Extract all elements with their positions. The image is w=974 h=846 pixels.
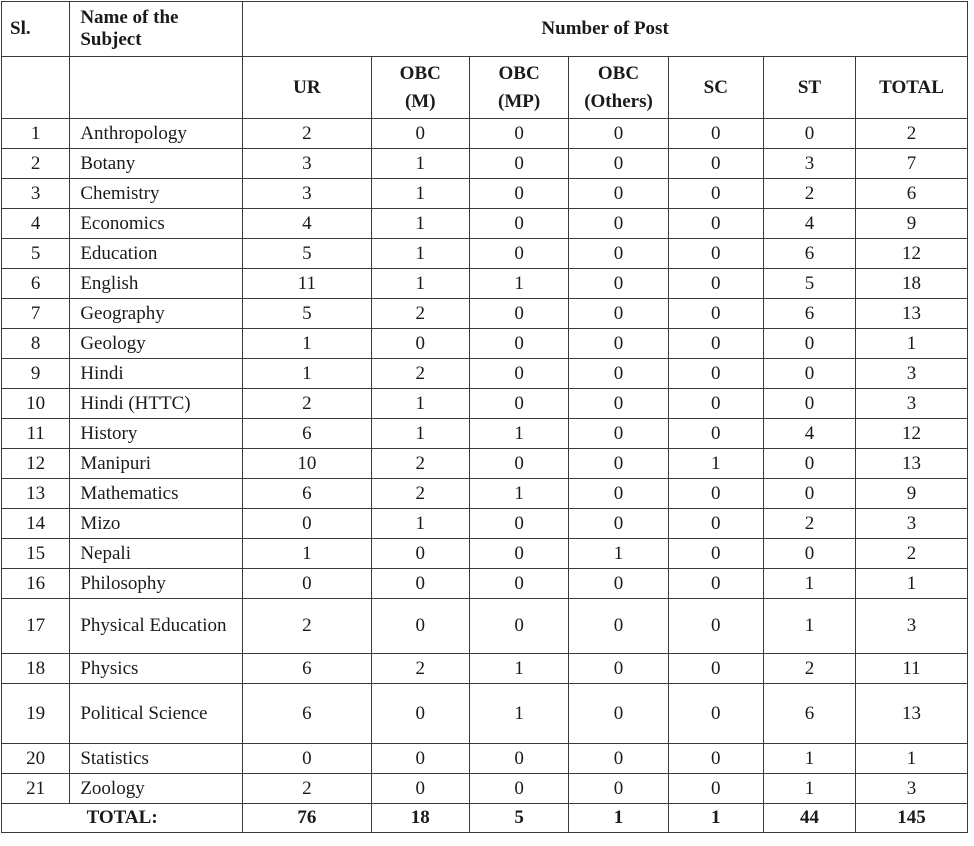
cell-obc-others: 0 — [569, 449, 668, 479]
cell-sc: 0 — [668, 209, 763, 239]
totals-sc: 1 — [668, 804, 763, 833]
cell-sc: 0 — [668, 239, 763, 269]
cell-obc-mp: 0 — [469, 209, 568, 239]
table-row — [2, 149, 968, 179]
cell-subject: History — [70, 419, 243, 449]
cell-sl: 21 — [2, 774, 70, 804]
cell-ur: 2 — [243, 389, 371, 419]
cell-obc-mp: 0 — [469, 359, 568, 389]
cell-obc-mp: 0 — [469, 509, 568, 539]
header-obc-mp-top: OBC — [498, 62, 540, 84]
cell-total: 9 — [856, 479, 968, 509]
table-row — [2, 654, 968, 684]
cell-obc-mp: 0 — [469, 389, 568, 419]
cell-sl: 20 — [2, 744, 70, 774]
cell-ur: 4 — [243, 209, 371, 239]
cell-sl: 9 — [2, 359, 70, 389]
table-row — [2, 269, 968, 299]
cell-subject: Political Science — [70, 684, 243, 744]
table-row — [2, 329, 968, 359]
header-name-of-subject: Name of the Subject — [70, 2, 243, 57]
header-obc-mp — [469, 57, 568, 119]
cell-obc-m: 0 — [371, 569, 469, 599]
header-total: TOTAL — [856, 57, 968, 119]
cell-ur: 1 — [243, 539, 371, 569]
totals-total: 145 — [856, 804, 968, 833]
table-row — [2, 509, 968, 539]
cell-obc-mp: 0 — [469, 569, 568, 599]
cell-subject: Geology — [70, 329, 243, 359]
cell-st: 0 — [763, 479, 855, 509]
table-row — [2, 569, 968, 599]
cell-sc: 0 — [668, 654, 763, 684]
cell-total: 18 — [856, 269, 968, 299]
table-row — [2, 684, 968, 744]
cell-obc-m: 0 — [371, 684, 469, 744]
cell-total: 2 — [856, 539, 968, 569]
cell-obc-others: 0 — [569, 509, 668, 539]
header-row-top — [2, 2, 968, 57]
cell-subject: Economics — [70, 209, 243, 239]
cell-total: 6 — [856, 179, 968, 209]
cell-st: 0 — [763, 389, 855, 419]
totals-obc-others: 1 — [569, 804, 668, 833]
header-sl-blank — [2, 57, 70, 119]
cell-obc-mp: 0 — [469, 539, 568, 569]
header-number-of-post: Number of Post — [243, 2, 968, 57]
cell-subject: Zoology — [70, 774, 243, 804]
cell-total: 1 — [856, 744, 968, 774]
cell-subject: Statistics — [70, 744, 243, 774]
cell-obc-others: 0 — [569, 774, 668, 804]
cell-subject: Chemistry — [70, 179, 243, 209]
cell-obc-others: 0 — [569, 599, 668, 654]
cell-obc-mp: 0 — [469, 119, 568, 149]
header-sl: Sl. — [2, 2, 70, 57]
cell-obc-others: 0 — [569, 419, 668, 449]
cell-ur: 6 — [243, 479, 371, 509]
cell-obc-m: 2 — [371, 479, 469, 509]
cell-sc: 0 — [668, 179, 763, 209]
cell-sl: 19 — [2, 684, 70, 744]
totals-obc-m: 18 — [371, 804, 469, 833]
totals-ur: 76 — [243, 804, 371, 833]
cell-ur: 5 — [243, 299, 371, 329]
cell-obc-mp: 0 — [469, 329, 568, 359]
cell-obc-others: 0 — [569, 389, 668, 419]
cell-sl: 13 — [2, 479, 70, 509]
header-st: ST — [763, 57, 855, 119]
cell-total: 7 — [856, 149, 968, 179]
cell-obc-mp: 1 — [469, 479, 568, 509]
cell-sl: 4 — [2, 209, 70, 239]
cell-st: 6 — [763, 684, 855, 744]
cell-obc-others: 0 — [569, 179, 668, 209]
cell-sl: 16 — [2, 569, 70, 599]
cell-obc-m: 2 — [371, 359, 469, 389]
cell-obc-mp: 1 — [469, 654, 568, 684]
cell-sc: 0 — [668, 684, 763, 744]
table-row — [2, 774, 968, 804]
cell-sl: 7 — [2, 299, 70, 329]
cell-ur: 6 — [243, 654, 371, 684]
header-obc-others-bot: (Others) — [584, 90, 653, 112]
table-row — [2, 359, 968, 389]
cell-st: 6 — [763, 239, 855, 269]
cell-st: 5 — [763, 269, 855, 299]
cell-obc-others: 1 — [569, 539, 668, 569]
post-distribution-table — [1, 1, 968, 833]
table-row — [2, 119, 968, 149]
cell-st: 0 — [763, 539, 855, 569]
cell-st: 1 — [763, 774, 855, 804]
cell-sc: 0 — [668, 599, 763, 654]
table-row — [2, 449, 968, 479]
cell-st: 0 — [763, 449, 855, 479]
cell-obc-mp: 0 — [469, 774, 568, 804]
cell-sl: 2 — [2, 149, 70, 179]
cell-obc-m: 2 — [371, 299, 469, 329]
cell-subject: Education — [70, 239, 243, 269]
header-obc-mp-bot: (MP) — [498, 90, 541, 112]
cell-ur: 1 — [243, 329, 371, 359]
cell-ur: 3 — [243, 149, 371, 179]
cell-ur: 11 — [243, 269, 371, 299]
cell-obc-others: 0 — [569, 269, 668, 299]
cell-sc: 0 — [668, 569, 763, 599]
cell-obc-m: 1 — [371, 389, 469, 419]
cell-obc-m: 2 — [371, 449, 469, 479]
cell-st: 6 — [763, 299, 855, 329]
cell-sc: 0 — [668, 539, 763, 569]
cell-total: 2 — [856, 119, 968, 149]
cell-sl: 12 — [2, 449, 70, 479]
cell-obc-mp: 0 — [469, 179, 568, 209]
cell-sl: 11 — [2, 419, 70, 449]
cell-ur: 2 — [243, 119, 371, 149]
cell-ur: 5 — [243, 239, 371, 269]
cell-obc-others: 0 — [569, 119, 668, 149]
cell-obc-others: 0 — [569, 654, 668, 684]
cell-obc-mp: 1 — [469, 419, 568, 449]
cell-sl: 5 — [2, 239, 70, 269]
cell-ur: 6 — [243, 419, 371, 449]
cell-subject: Geography — [70, 299, 243, 329]
cell-total: 1 — [856, 569, 968, 599]
table-row — [2, 419, 968, 449]
header-obc-others-top: OBC — [597, 62, 640, 84]
cell-obc-mp: 0 — [469, 449, 568, 479]
cell-total: 13 — [856, 449, 968, 479]
cell-ur: 3 — [243, 179, 371, 209]
totals-label: TOTAL: — [2, 804, 243, 833]
cell-obc-mp: 0 — [469, 149, 568, 179]
cell-ur: 10 — [243, 449, 371, 479]
cell-obc-m: 0 — [371, 119, 469, 149]
totals-row — [2, 804, 968, 833]
cell-sc: 0 — [668, 269, 763, 299]
cell-sc: 0 — [668, 509, 763, 539]
cell-total: 1 — [856, 329, 968, 359]
cell-obc-m: 0 — [371, 329, 469, 359]
cell-obc-others: 0 — [569, 744, 668, 774]
cell-obc-others: 0 — [569, 684, 668, 744]
cell-sl: 18 — [2, 654, 70, 684]
table-row — [2, 209, 968, 239]
cell-st: 2 — [763, 654, 855, 684]
cell-ur: 1 — [243, 359, 371, 389]
table-row — [2, 539, 968, 569]
cell-st: 0 — [763, 359, 855, 389]
cell-st: 0 — [763, 329, 855, 359]
cell-sc: 0 — [668, 744, 763, 774]
cell-st: 4 — [763, 209, 855, 239]
cell-total: 13 — [856, 299, 968, 329]
cell-sl: 14 — [2, 509, 70, 539]
cell-sl: 3 — [2, 179, 70, 209]
cell-obc-others: 0 — [569, 329, 668, 359]
header-obc-m-top: OBC — [399, 62, 441, 84]
cell-total: 13 — [856, 684, 968, 744]
cell-obc-m: 0 — [371, 774, 469, 804]
cell-total: 12 — [856, 239, 968, 269]
cell-sc: 0 — [668, 479, 763, 509]
cell-sc: 0 — [668, 389, 763, 419]
cell-obc-m: 0 — [371, 539, 469, 569]
cell-ur: 0 — [243, 744, 371, 774]
cell-subject: Physical Education — [70, 599, 243, 654]
cell-subject: Mizo — [70, 509, 243, 539]
cell-obc-m: 1 — [371, 179, 469, 209]
cell-obc-others: 0 — [569, 359, 668, 389]
cell-sl: 15 — [2, 539, 70, 569]
table-row — [2, 179, 968, 209]
cell-obc-others: 0 — [569, 479, 668, 509]
cell-subject: Mathematics — [70, 479, 243, 509]
cell-total: 3 — [856, 774, 968, 804]
cell-sc: 0 — [668, 119, 763, 149]
cell-obc-m: 0 — [371, 599, 469, 654]
header-ur: UR — [243, 57, 371, 119]
cell-sl: 8 — [2, 329, 70, 359]
cell-ur: 2 — [243, 774, 371, 804]
table-row — [2, 239, 968, 269]
cell-sl: 6 — [2, 269, 70, 299]
cell-sc: 0 — [668, 774, 763, 804]
table-row — [2, 599, 968, 654]
cell-subject: Physics — [70, 654, 243, 684]
cell-sl: 17 — [2, 599, 70, 654]
header-obc-m-bot: (M) — [404, 90, 436, 112]
cell-total: 3 — [856, 599, 968, 654]
cell-total: 12 — [856, 419, 968, 449]
cell-subject: Nepali — [70, 539, 243, 569]
cell-total: 3 — [856, 389, 968, 419]
cell-ur: 6 — [243, 684, 371, 744]
cell-total: 9 — [856, 209, 968, 239]
totals-st: 44 — [763, 804, 855, 833]
cell-obc-m: 1 — [371, 509, 469, 539]
header-sc: SC — [668, 57, 763, 119]
cell-sl: 10 — [2, 389, 70, 419]
table-row — [2, 479, 968, 509]
header-obc-m — [371, 57, 469, 119]
cell-obc-m: 0 — [371, 744, 469, 774]
cell-obc-others: 0 — [569, 299, 668, 329]
cell-obc-m: 1 — [371, 419, 469, 449]
cell-obc-m: 1 — [371, 269, 469, 299]
cell-obc-m: 1 — [371, 149, 469, 179]
cell-total: 3 — [856, 359, 968, 389]
cell-subject: Hindi — [70, 359, 243, 389]
cell-subject: Philosophy — [70, 569, 243, 599]
cell-obc-mp: 1 — [469, 269, 568, 299]
cell-ur: 0 — [243, 569, 371, 599]
cell-obc-mp: 0 — [469, 744, 568, 774]
header-row-columns — [2, 57, 968, 119]
cell-sc: 0 — [668, 299, 763, 329]
cell-sl: 1 — [2, 119, 70, 149]
cell-sc: 0 — [668, 419, 763, 449]
table-row — [2, 389, 968, 419]
header-subject-blank — [70, 57, 243, 119]
cell-subject: English — [70, 269, 243, 299]
cell-obc-others: 0 — [569, 239, 668, 269]
cell-st: 2 — [763, 179, 855, 209]
cell-obc-others: 0 — [569, 209, 668, 239]
table-row — [2, 299, 968, 329]
cell-obc-others: 0 — [569, 149, 668, 179]
cell-obc-m: 1 — [371, 239, 469, 269]
cell-obc-mp: 0 — [469, 299, 568, 329]
cell-st: 0 — [763, 119, 855, 149]
header-obc-others — [569, 57, 668, 119]
cell-obc-others: 0 — [569, 569, 668, 599]
totals-obc-mp: 5 — [469, 804, 568, 833]
cell-st: 1 — [763, 569, 855, 599]
cell-total: 3 — [856, 509, 968, 539]
cell-total: 11 — [856, 654, 968, 684]
cell-sc: 0 — [668, 329, 763, 359]
cell-st: 4 — [763, 419, 855, 449]
cell-st: 1 — [763, 599, 855, 654]
cell-sc: 0 — [668, 359, 763, 389]
cell-obc-mp: 1 — [469, 684, 568, 744]
cell-obc-mp: 0 — [469, 599, 568, 654]
cell-st: 3 — [763, 149, 855, 179]
cell-subject: Botany — [70, 149, 243, 179]
cell-obc-mp: 0 — [469, 239, 568, 269]
cell-st: 2 — [763, 509, 855, 539]
cell-obc-m: 1 — [371, 209, 469, 239]
cell-ur: 0 — [243, 509, 371, 539]
cell-ur: 2 — [243, 599, 371, 654]
cell-subject: Manipuri — [70, 449, 243, 479]
cell-subject: Hindi (HTTC) — [70, 389, 243, 419]
cell-sc: 1 — [668, 449, 763, 479]
cell-sc: 0 — [668, 149, 763, 179]
cell-obc-m: 2 — [371, 654, 469, 684]
cell-subject: Anthropology — [70, 119, 243, 149]
cell-st: 1 — [763, 744, 855, 774]
table-row — [2, 744, 968, 774]
